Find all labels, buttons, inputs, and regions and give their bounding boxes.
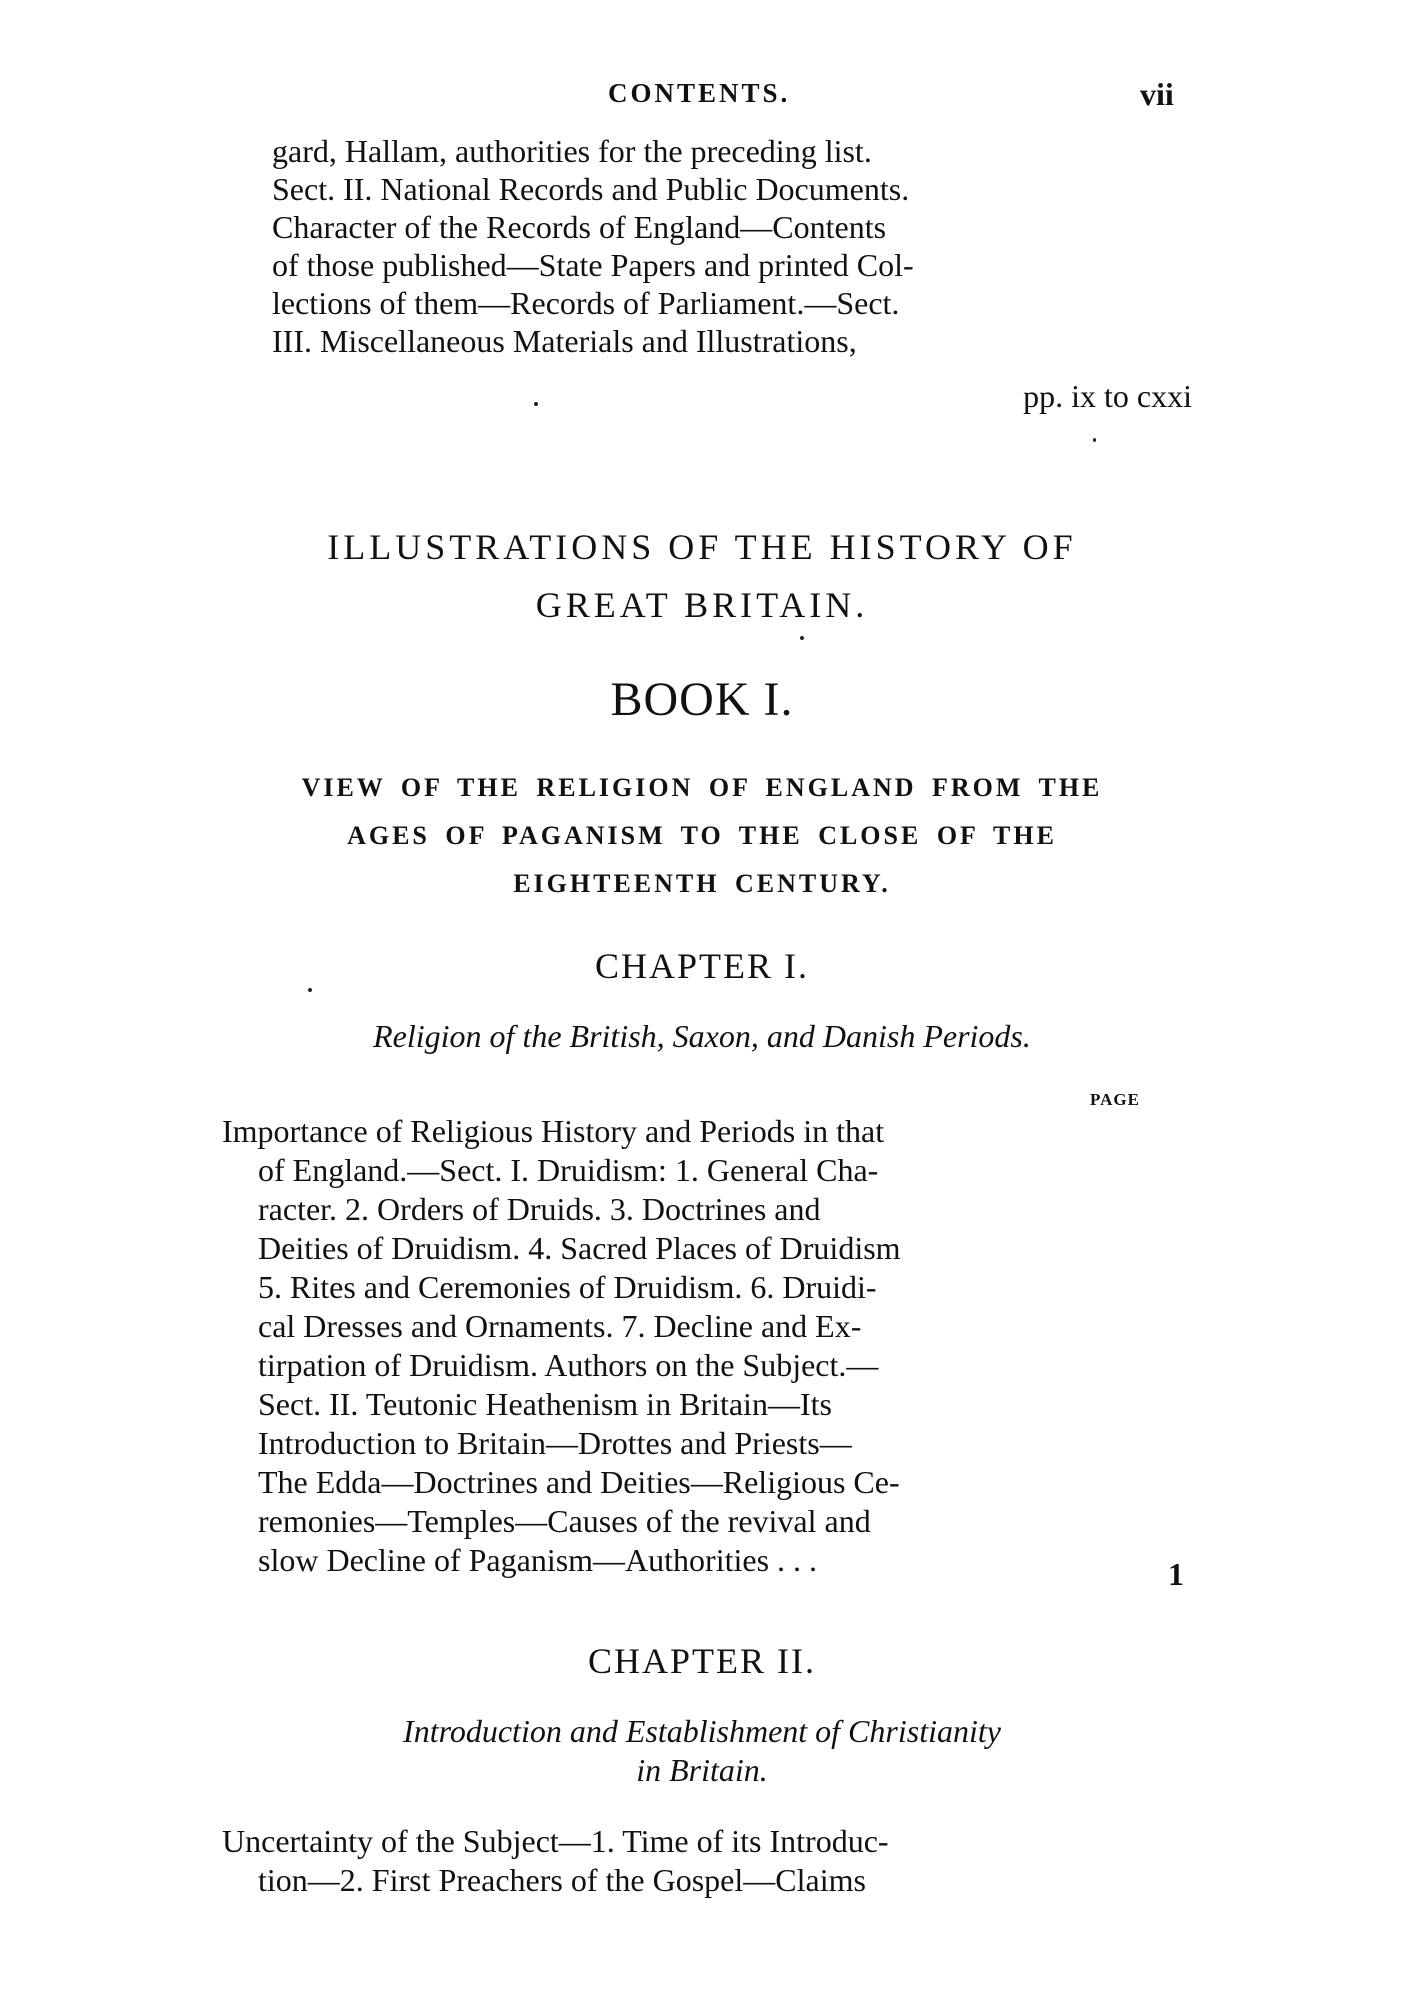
entry-line: tion—2. First Preachers of the Gospel—Claims <box>258 1862 866 1898</box>
running-head <box>0 78 1404 118</box>
entry-line: slow Decline of Paganism—Authorities . . . <box>258 1542 818 1578</box>
entry-line: remonies—Temples—Causes of the revival and <box>258 1503 871 1539</box>
entry-line: Uncertainty of the Subject—1. Time of its Introduc- <box>222 1823 889 1859</box>
page-folio: vii <box>1140 76 1174 112</box>
toc-line: Sect. II. National Records and Public Documents. <box>272 171 910 207</box>
book-subject-line-2: AGES OF PAGANISM TO THE CLOSE OF THE <box>347 821 1057 850</box>
entry-line: 5. Rites and Ceremonies of Druidism. 6. Druidi- <box>258 1269 877 1305</box>
entry-line: Sect. II. Teutonic Heathenism in Britain—Its <box>258 1386 832 1422</box>
book-subject-line-1: VIEW OF THE RELIGION OF ENGLAND FROM THE <box>301 773 1103 802</box>
toc-line: gard, Hallam, authorities for the preceding list. <box>272 133 872 169</box>
preface-contents-continuation <box>272 132 1192 360</box>
entry-line: Deities of Druidism. 4. Sacred Places of Druidism <box>258 1230 901 1266</box>
entry-line: cal Dresses and Ornaments. 7. Decline and Ex- <box>258 1308 862 1344</box>
chapter-2-contents <box>222 1822 1122 1900</box>
toc-line: III. Miscellaneous Materials and Illustrations, <box>272 323 857 359</box>
entry-line: tirpation of Druidism. Authors on the Subject.— <box>258 1347 879 1383</box>
entry-line: racter. 2. Orders of Druids. 3. Doctrines and <box>258 1191 821 1227</box>
page-range: pp. ix to cxxi <box>1023 378 1192 414</box>
chapter-2-heading: CHAPTER II. <box>588 1641 816 1681</box>
print-speck <box>534 402 538 406</box>
entry-line: Importance of Religious History and Periods in that <box>222 1113 885 1149</box>
toc-line: lections of them—Records of Parliament.—Sect. <box>272 285 900 321</box>
chapter-1-subtitle: Religion of the British, Saxon, and Danish Periods. <box>373 1018 1031 1054</box>
main-title-line-2: GREAT BRITAIN. <box>535 585 869 625</box>
chapter-2-subtitle-line-2: in Britain. <box>636 1752 768 1788</box>
chapter-2-subtitle-line-1: Introduction and Establishment of Christianity <box>403 1713 1001 1749</box>
entry-line: The Edda—Doctrines and Deities—Religious Ce- <box>258 1464 900 1500</box>
book-subject-line-3: EIGHTEENTH CENTURY. <box>513 869 891 898</box>
toc-line: of those published—State Papers and printed Col- <box>272 247 914 283</box>
entry-line: of England.—Sect. I. Druidism: 1. General Cha- <box>258 1152 879 1188</box>
entry-line: Introduction to Britain—Drottes and Priests— <box>258 1425 852 1461</box>
print-speck <box>800 636 804 640</box>
print-speck <box>308 988 312 992</box>
page-column-label: PAGE <box>1090 1090 1140 1109</box>
chapter-1-page-number: 1 <box>1168 1556 1184 1592</box>
main-title-line-1: ILLUSTRATIONS OF THE HISTORY OF <box>327 527 1077 567</box>
chapter-1-contents <box>222 1112 1122 1580</box>
chapter-1-heading: CHAPTER I. <box>594 946 809 986</box>
print-speck <box>1093 438 1096 442</box>
toc-line: Character of the Records of England—Contents <box>272 209 887 245</box>
running-head-title: CONTENTS. <box>608 78 791 108</box>
book-title: BOOK I. <box>610 673 794 726</box>
